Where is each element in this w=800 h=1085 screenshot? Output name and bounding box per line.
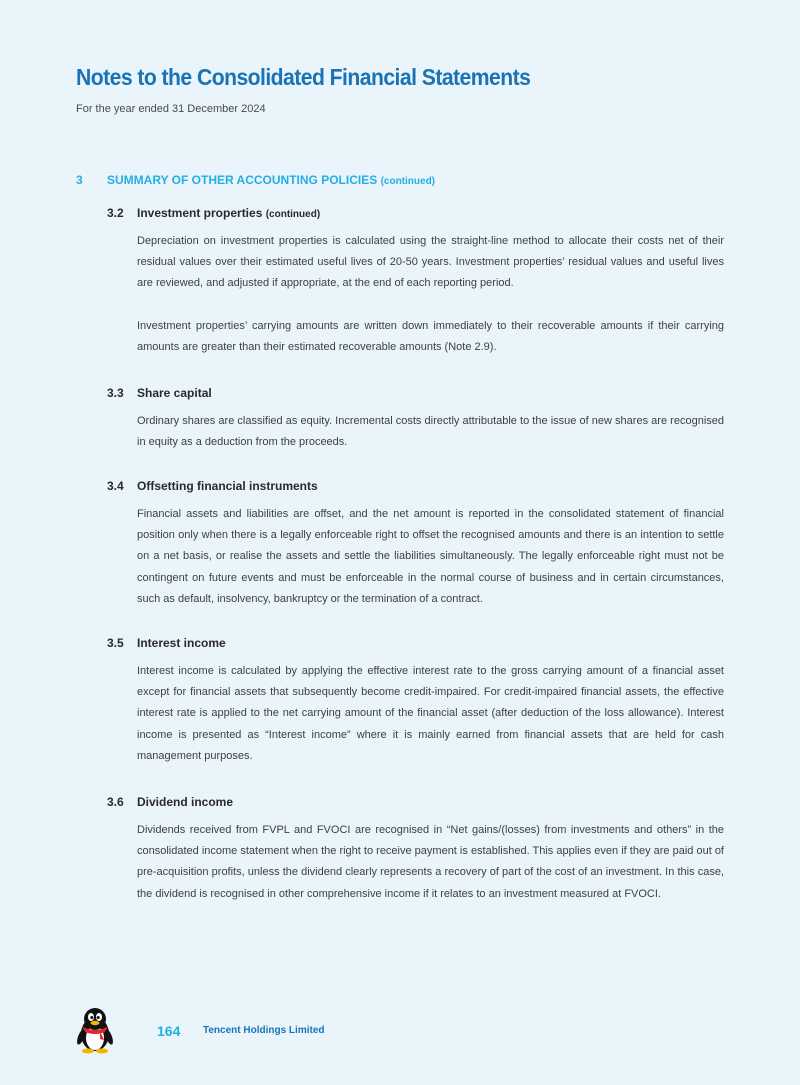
subsection-heading — [107, 386, 724, 400]
subsection-3-2 — [107, 206, 724, 358]
paragraph: Ordinary shares are classified as equity. Incremental costs directly attributable to the issue of new shares are recognised in equity as a deduction from the proceeds. — [137, 415, 724, 449]
section-continued: (continued) — [380, 176, 436, 187]
subsection-number: 3.5 — [107, 636, 124, 650]
subsection-title: Dividend income — [137, 795, 234, 809]
subsection-number: 3.4 — [107, 479, 124, 493]
subsection-heading — [107, 479, 724, 493]
page-footer — [0, 1006, 800, 1056]
subsection-title: Share capital — [137, 386, 212, 400]
subsection-3-4 — [107, 479, 724, 610]
paragraph: Depreciation on investment properties is calculated using the straight-line method to allocate their costs net of their residual values over their estimated useful lives of 20-50 years. Investment properties’ residual values and useful lives are reviewed, and adjusted if appropriate, at the end of each reporting period. — [137, 235, 724, 290]
company-name: Tencent Holdings Limited — [203, 1025, 325, 1036]
subsection-3-3 — [107, 386, 724, 453]
paragraph: Investment properties’ carrying amounts are written down immediately to their recoverable amounts if their carrying amounts are greater than their estimated recoverable amounts (Note 2.9). — [137, 319, 724, 353]
subsection-heading — [107, 206, 724, 220]
section-number: 3 — [76, 173, 83, 187]
subsection-heading — [107, 636, 724, 650]
qq-penguin-icon — [75, 1006, 115, 1054]
subsection-title: Investment properties — [137, 206, 263, 220]
section-title: SUMMARY OF OTHER ACCOUNTING POLICIES — [107, 173, 378, 187]
paragraph: Financial assets and liabilities are offset, and the net amount is reported in the consolidated statement of financial position only when there is a legally enforceable right to offset the recognised amounts and there is an intention to settle on a net basis, or realise the assets and settle the liabilities simultaneously. The legally enforceable right must not be contingent on future events and must be enforceable in the normal course of business and in certain circumstances, such as default, insolvency, bankruptcy or the termination of a contract. — [137, 508, 724, 605]
subsection-heading — [107, 795, 724, 809]
paragraph: Interest income is calculated by applying the effective interest rate to the gross carrying amount of a financial asset except for financial assets that subsequently become credit-impaired. For credit-impaired financial assets, the effective interest rate is applied to the net carrying amount of the financial asset (after deduction of the loss allowance). Interest income is presented as “Interest income” where it is mainly earned from financial assets that are held for cash management purposes. — [137, 665, 724, 762]
section-heading — [76, 173, 435, 187]
subsection-title: Offsetting financial instruments — [137, 479, 318, 493]
page-subtitle: For the year ended 31 December 2024 — [76, 103, 266, 115]
subsection-continued: (continued) — [265, 209, 321, 220]
subsection-number: 3.3 — [107, 386, 124, 400]
subsection-3-6 — [107, 795, 724, 905]
subsection-number: 3.2 — [107, 206, 124, 220]
page-title: Notes to the Consolidated Financial Statements — [76, 64, 531, 90]
subsection-title: Interest income — [137, 636, 226, 650]
page-number: 164 — [157, 1023, 181, 1039]
subsection-number: 3.6 — [107, 795, 124, 809]
paragraph: Dividends received from FVPL and FVOCI are recognised in “Net gains/(losses) from investments and others” in the consolidated income statement when the right to receive payment is established. This applies even if they are paid out of pre-acquisition profits, unless the dividend clearly represents a recovery of part of the cost of an investment. In this case, the dividend is recognised in other comprehensive income if it relates to an investment measured at FVOCI. — [137, 824, 724, 900]
subsection-3-5 — [107, 636, 724, 767]
